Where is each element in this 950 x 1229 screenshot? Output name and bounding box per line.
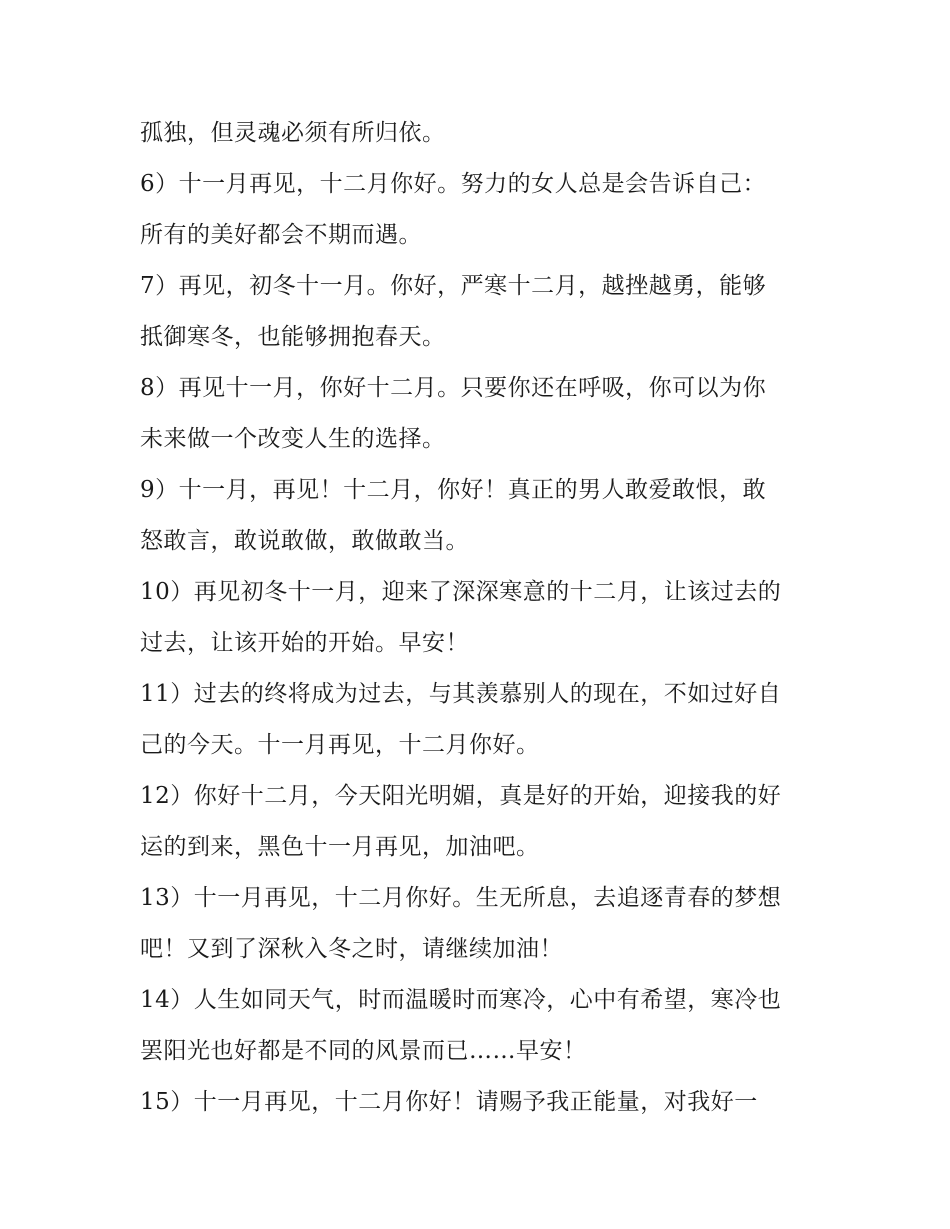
text-line: 过去，让该开始的开始。早安！ bbox=[140, 630, 469, 656]
text-line: 罢阳光也好都是不同的风景而已……早安！ bbox=[140, 1038, 587, 1064]
text-line: 7）再见，初冬十一月。你好，严寒十二月，越挫越勇，能够 bbox=[140, 273, 767, 299]
text-line: 怒敢言，敢说敢做，敢做敢当。 bbox=[140, 528, 469, 554]
text-line: 抵御寒冬，也能够拥抱春天。 bbox=[140, 324, 446, 350]
text-line: 12）你好十二月，今天阳光明媚，真是好的开始，迎接我的好 bbox=[140, 783, 782, 809]
text-line: 未来做一个改变人生的选择。 bbox=[140, 426, 446, 452]
text-line: 15）十一月再见，十二月你好！请赐予我正能量，对我好一 bbox=[140, 1089, 758, 1115]
text-line: 6）十一月再见，十二月你好。努力的女人总是会告诉自己： bbox=[140, 171, 767, 197]
text-line: 己的今天。十一月再见，十二月你好。 bbox=[140, 732, 540, 758]
text-line: 8）再见十一月，你好十二月。只要你还在呼吸，你可以为你 bbox=[140, 375, 767, 401]
text-line: 10）再见初冬十一月，迎来了深深寒意的十二月，让该过去的 bbox=[140, 579, 782, 605]
text-line: 孤独，但灵魂必须有所归依。 bbox=[140, 120, 446, 146]
text-line: 运的到来，黑色十一月再见，加油吧。 bbox=[140, 834, 540, 860]
text-line: 9）十一月，再见！十二月，你好！真正的男人敢爱敢恨，敢 bbox=[140, 477, 767, 503]
document-body bbox=[140, 108, 820, 1128]
text-line: 13）十一月再见，十二月你好。生无所息，去追逐青春的梦想 bbox=[140, 885, 782, 911]
text-line: 11）过去的终将成为过去，与其羡慕别人的现在，不如过好自 bbox=[140, 681, 782, 707]
text-line: 吧！又到了深秋入冬之时，请继续加油！ bbox=[140, 936, 563, 962]
text-line: 14）人生如同天气，时而温暖时而寒冷，心中有希望，寒冷也 bbox=[140, 987, 782, 1013]
text-line: 所有的美好都会不期而遇。 bbox=[140, 222, 422, 248]
